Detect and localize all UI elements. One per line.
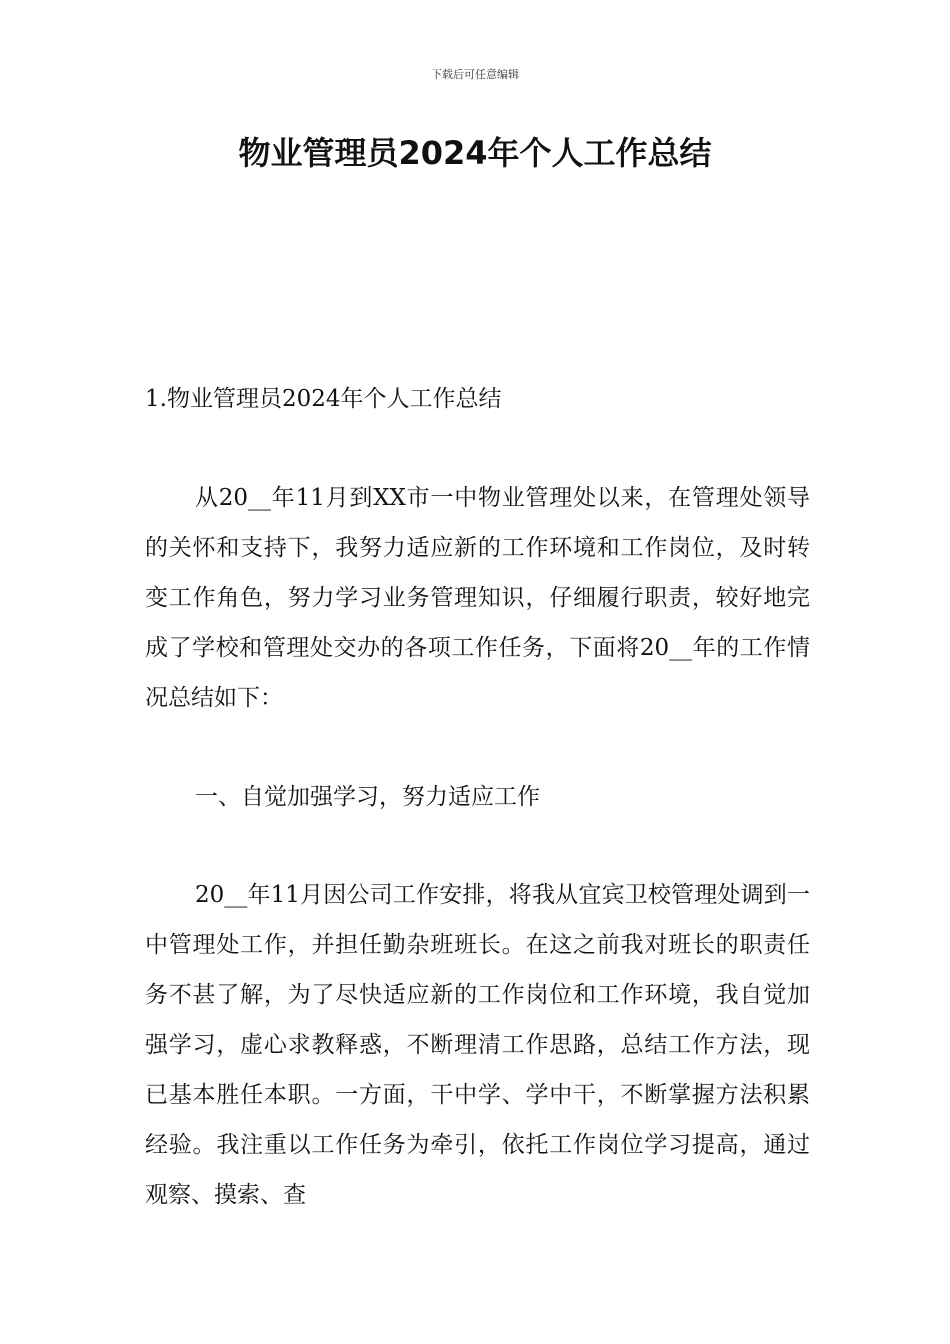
section-heading: 1.物业管理员2024年个人工作总结 xyxy=(145,386,502,412)
paragraph-learning: 20__年11月因公司工作安排，将我从宜宾卫校管理处调到一中管理处工作，并担任勤杂班班长。在这之前我对班长的职责任务不甚了解，为了尽快适应新的工作岗位和工作环境，我自觉加强学习，虚心求教释惑，不断理清工作思路，总结工作方法，现已基本胜任本职。一方面，干中学、学中干，不断掌握方法积累经验。我注重以工作任务为牵引，依托工作岗位学习提高，通过观察、摸索、查 xyxy=(145,882,810,1208)
subheading-learning: 一、自觉加强学习，努力适应工作 xyxy=(195,784,540,810)
document-title: 物业管理员2024年个人工作总结 xyxy=(238,134,712,172)
header-note: 下载后可任意编辑 xyxy=(431,68,519,81)
paragraph-intro: 从20__年11月到XX市一中物业管理处以来，在管理处领导的关怀和支持下，我努力适应新的工作环境和工作岗位，及时转变工作角色，努力学习业务管理知识，仔细履行职责，较好地完成了学校和管理处交办的各项工作任务，下面将20__年的工作情况总结如下： xyxy=(145,485,810,711)
